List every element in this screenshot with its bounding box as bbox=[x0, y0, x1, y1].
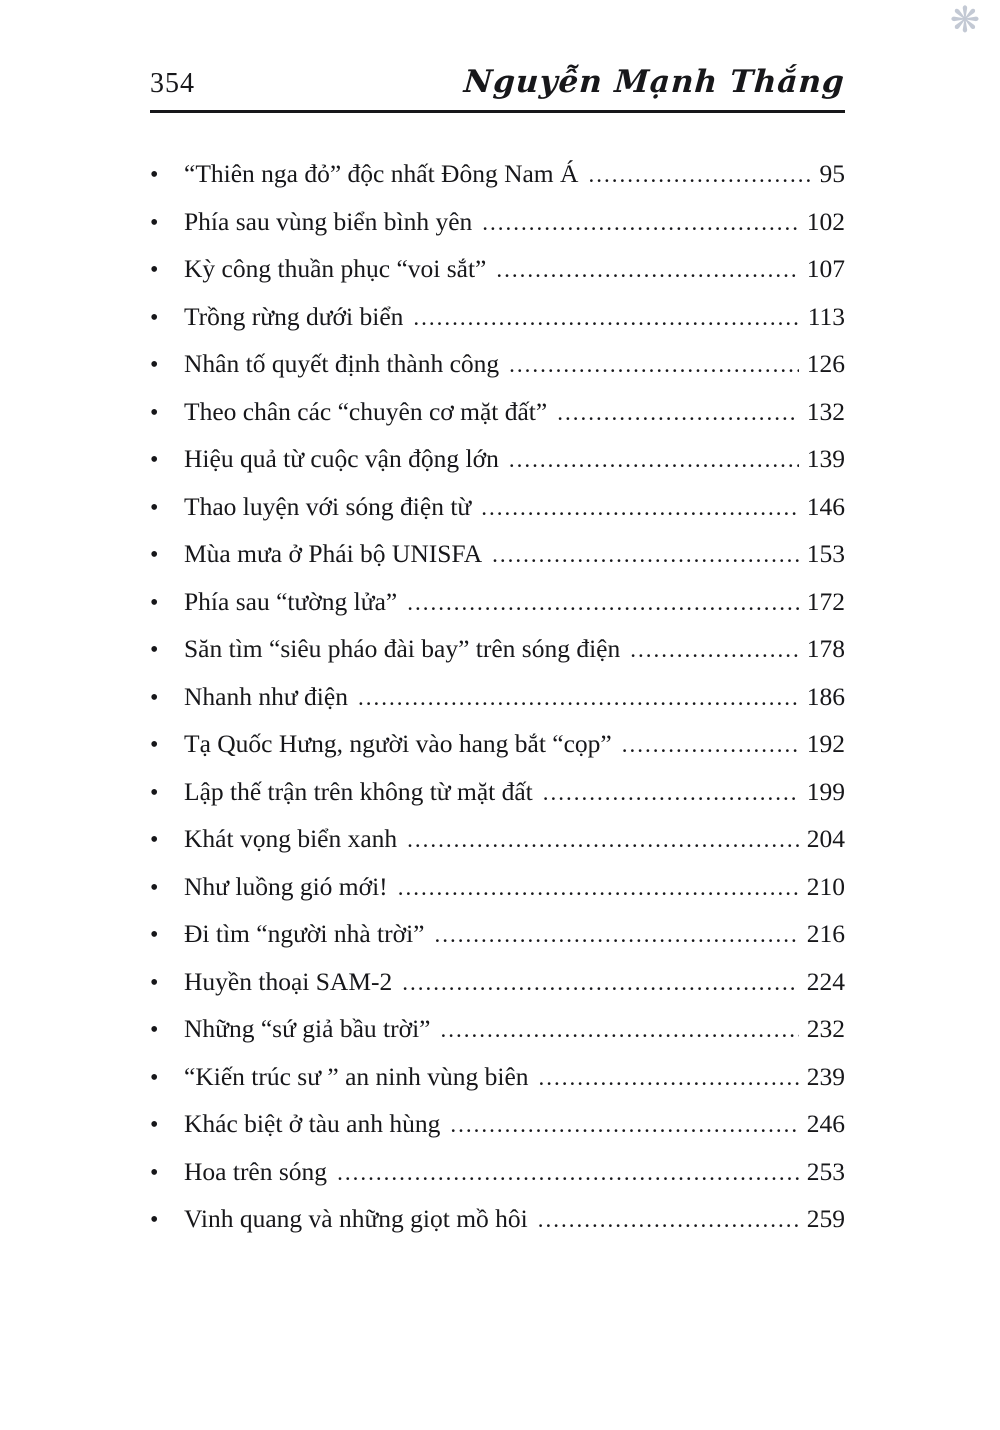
toc-entry bbox=[150, 340, 845, 388]
leader-dots bbox=[557, 389, 799, 437]
toc-entry bbox=[150, 198, 845, 246]
toc-entry-title: Trồng rừng dưới biển bbox=[184, 301, 404, 331]
toc-entry bbox=[150, 768, 845, 816]
page-header bbox=[150, 64, 845, 113]
toc-entry-title: Phía sau “tường lửa” bbox=[184, 586, 398, 616]
toc-entry bbox=[150, 483, 845, 531]
bullet-icon: • bbox=[150, 209, 159, 236]
bullet-icon: • bbox=[150, 684, 159, 711]
leader-dots bbox=[496, 246, 798, 294]
leader-dots bbox=[413, 294, 799, 342]
toc-entry-page: 259 bbox=[806, 1204, 845, 1233]
toc-entry-page: 113 bbox=[807, 301, 845, 331]
toc-entry-title: Như luồng gió mới! bbox=[184, 871, 388, 901]
toc-entry bbox=[150, 910, 845, 958]
bullet-icon: • bbox=[150, 162, 159, 188]
toc-entry-page: 239 bbox=[806, 1061, 845, 1091]
toc-entry-page: 146 bbox=[806, 491, 845, 521]
toc-entry-page: 153 bbox=[806, 539, 845, 568]
leader-dots bbox=[435, 911, 799, 959]
toc-entry-title: Săn tìm “siêu pháo đài bay” trên sóng điện bbox=[184, 634, 621, 663]
toc-entry-page: 216 bbox=[806, 919, 845, 948]
bullet-icon: • bbox=[150, 1112, 159, 1138]
leader-dots bbox=[509, 341, 799, 389]
bullet-icon: • bbox=[150, 874, 159, 901]
toc-entry-title: Vinh quang và những giọt mồ hôi bbox=[184, 1204, 528, 1233]
bullet-icon: • bbox=[150, 637, 159, 663]
toc-entry-title: Đi tìm “người nhà trời” bbox=[184, 919, 425, 948]
bullet-icon: • bbox=[150, 447, 159, 473]
toc-entry-page: 95 bbox=[819, 159, 845, 188]
toc-entry-page: 178 bbox=[806, 634, 845, 663]
leader-dots bbox=[358, 674, 799, 722]
leader-dots bbox=[588, 151, 811, 199]
toc-entry bbox=[150, 293, 845, 341]
toc-entry bbox=[150, 1005, 845, 1053]
toc-entry bbox=[150, 1148, 845, 1196]
bullet-icon: • bbox=[150, 352, 159, 378]
bullet-icon: • bbox=[150, 827, 159, 853]
leader-dots bbox=[402, 959, 799, 1007]
leader-dots bbox=[539, 1054, 799, 1102]
toc-entry-page: 210 bbox=[806, 871, 845, 901]
toc-entry bbox=[150, 1053, 845, 1101]
toc-entry bbox=[150, 673, 845, 721]
leader-dots bbox=[509, 436, 799, 484]
toc-entry bbox=[150, 1195, 845, 1243]
toc-entry-title: Khác biệt ở tàu anh hùng bbox=[184, 1109, 441, 1138]
leader-dots bbox=[481, 484, 799, 532]
leader-dots bbox=[543, 769, 799, 817]
toc-entry-page: 139 bbox=[806, 444, 845, 473]
bullet-icon: • bbox=[150, 257, 159, 283]
toc-entry bbox=[150, 815, 845, 863]
toc-entry bbox=[150, 245, 845, 293]
toc-entry-title: Lập thế trận trên không từ mặt đất bbox=[184, 776, 533, 806]
bullet-icon: • bbox=[150, 542, 159, 568]
toc-entry-page: 204 bbox=[806, 824, 845, 853]
bullet-icon: • bbox=[150, 399, 159, 426]
toc-entry-title: Phía sau vùng biển bình yên bbox=[184, 206, 473, 236]
toc-entry bbox=[150, 958, 845, 1006]
bullet-icon: • bbox=[150, 304, 159, 331]
bullet-icon: • bbox=[150, 1017, 159, 1043]
bullet-icon: • bbox=[150, 589, 159, 616]
toc-entry bbox=[150, 720, 845, 768]
bullet-icon: • bbox=[150, 732, 159, 758]
bullet-icon: • bbox=[150, 779, 159, 806]
toc-entry-page: 132 bbox=[806, 396, 845, 426]
bullet-icon: • bbox=[150, 494, 159, 521]
leader-dots bbox=[337, 1149, 799, 1197]
toc-entry-title: Kỳ công thuần phục “voi sắt” bbox=[184, 254, 487, 283]
leader-dots bbox=[398, 864, 799, 912]
leader-dots bbox=[450, 1101, 798, 1149]
toc-entry-page: 199 bbox=[806, 776, 845, 806]
toc-entry-page: 102 bbox=[806, 206, 845, 236]
toc-entry-title: Hiệu quả từ cuộc vận động lớn bbox=[184, 444, 499, 473]
table-of-contents bbox=[150, 150, 845, 1243]
leader-dots bbox=[440, 1006, 798, 1054]
leader-dots bbox=[407, 579, 799, 627]
toc-entry-page: 126 bbox=[806, 349, 845, 378]
toc-entry-title: Theo chân các “chuyên cơ mặt đất” bbox=[184, 396, 548, 426]
toc-entry-page: 172 bbox=[806, 586, 845, 616]
toc-entry-title: Thao luyện với sóng điện từ bbox=[184, 491, 472, 521]
toc-entry bbox=[150, 625, 845, 673]
toc-entry-title: “Thiên nga đỏ” độc nhất Đông Nam Á bbox=[184, 159, 579, 188]
bullet-icon: • bbox=[150, 922, 159, 948]
toc-entry-title: Mùa mưa ở Phái bộ UNISFA bbox=[184, 539, 483, 568]
toc-entry-title: Hoa trên sóng bbox=[184, 1156, 328, 1186]
toc-entry-title: Những “sứ giả bầu trời” bbox=[184, 1014, 431, 1043]
leader-dots bbox=[492, 531, 799, 579]
leader-dots bbox=[630, 626, 799, 674]
toc-entry bbox=[150, 863, 845, 911]
bullet-icon: • bbox=[150, 1207, 159, 1233]
toc-entry-page: 246 bbox=[806, 1109, 845, 1138]
toc-entry-title: Nhân tố quyết định thành công bbox=[184, 349, 500, 378]
leader-dots bbox=[482, 199, 798, 247]
toc-entry-title: Nhanh như điện bbox=[184, 681, 348, 711]
leader-dots bbox=[538, 1196, 799, 1244]
toc-entry bbox=[150, 388, 845, 436]
toc-entry-title: Khát vọng biển xanh bbox=[184, 824, 398, 853]
toc-entry-title: Tạ Quốc Hưng, người vào hang bắt “cọp” bbox=[184, 729, 612, 758]
toc-entry bbox=[150, 435, 845, 483]
bullet-icon: • bbox=[150, 969, 159, 996]
decorative-flower-icon: ❋ bbox=[949, 0, 980, 40]
author-name: Nguyễn Mạnh Thắng bbox=[462, 64, 847, 100]
toc-entry bbox=[150, 530, 845, 578]
bullet-icon: • bbox=[150, 1064, 159, 1091]
toc-entry-title: Huyền thoại SAM-2 bbox=[184, 966, 393, 996]
toc-entry-page: 232 bbox=[806, 1014, 845, 1043]
bullet-icon: • bbox=[150, 1159, 159, 1186]
toc-entry-page: 186 bbox=[806, 681, 845, 711]
toc-entry-page: 253 bbox=[806, 1156, 845, 1186]
toc-entry-title: “Kiến trúc sư ” an ninh vùng biên bbox=[184, 1061, 529, 1091]
leader-dots bbox=[622, 721, 799, 769]
leader-dots bbox=[407, 816, 799, 864]
toc-entry bbox=[150, 150, 845, 198]
toc-entry-page: 192 bbox=[806, 729, 845, 758]
toc-entry bbox=[150, 578, 845, 626]
toc-entry-page: 224 bbox=[806, 966, 845, 996]
page-number: 354 bbox=[150, 68, 195, 99]
toc-entry-page: 107 bbox=[806, 254, 845, 283]
toc-entry bbox=[150, 1100, 845, 1148]
